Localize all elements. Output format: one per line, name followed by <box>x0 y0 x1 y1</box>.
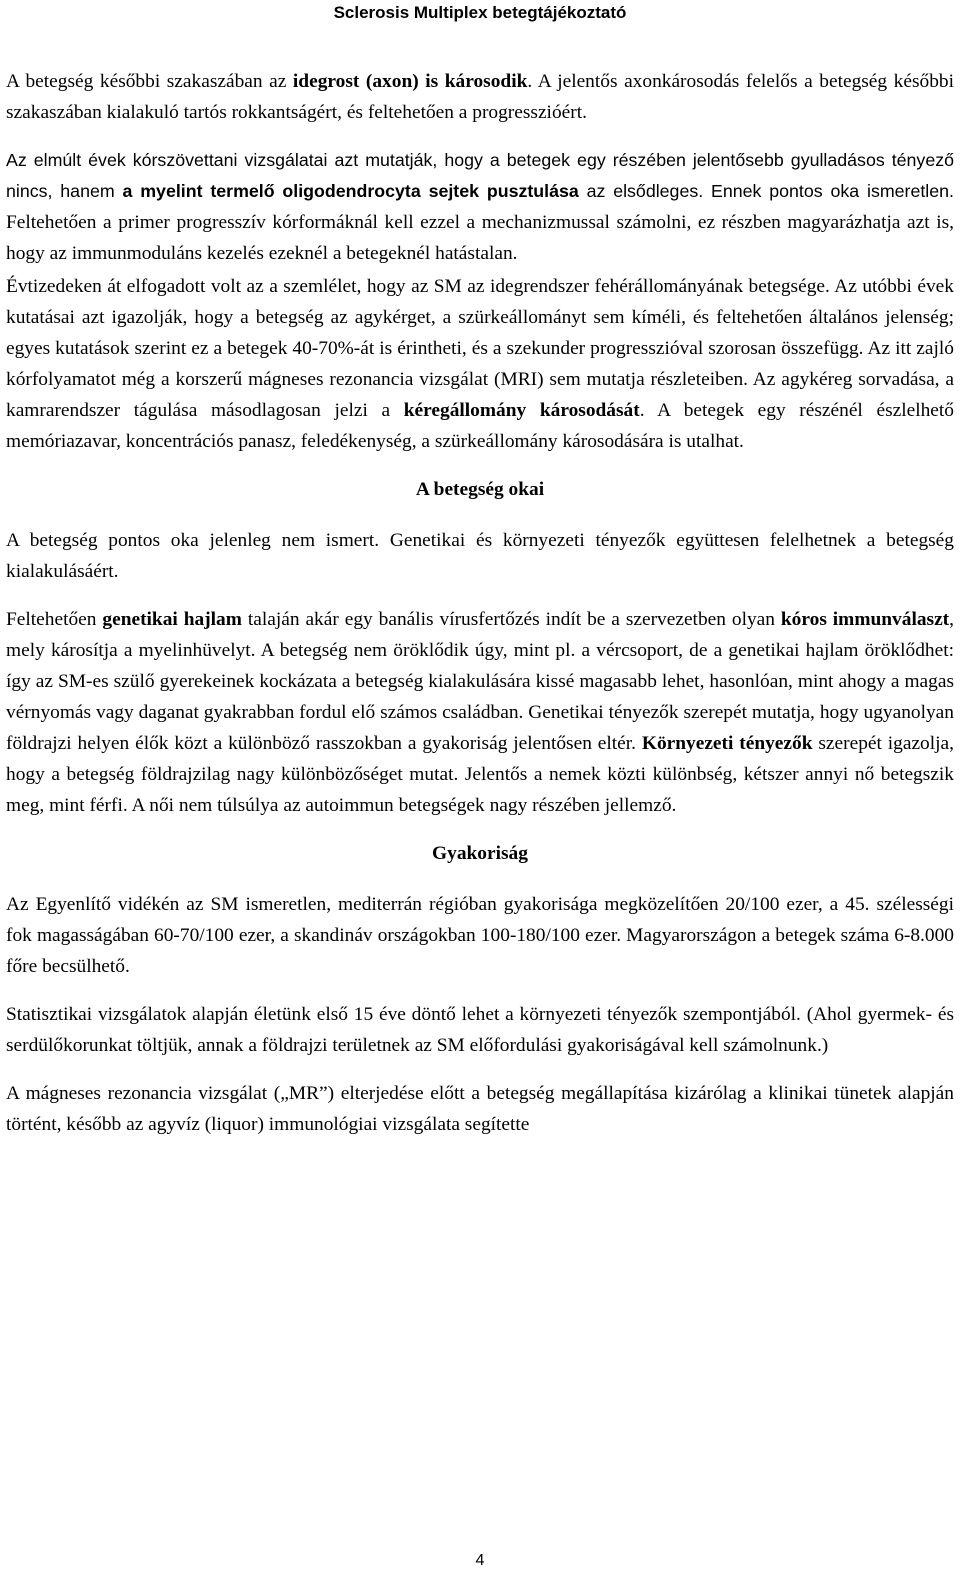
bold-term: kóros immunválaszt <box>780 609 950 630</box>
document-body <box>6 66 954 1157</box>
paragraph-mr-diagnosis: A mágneses rezonancia vizsgálat („MR”) elterjedése előtt a betegség megállapítása kizárólag a klinikai tünetek alapján történt, később az agyvíz (liquor) immunológiai vizsgálata segítette <box>6 1083 954 1135</box>
section-heading-causes: A betegség okai <box>415 479 545 500</box>
bold-term: genetikai hajlam <box>102 609 242 630</box>
bold-term: idegrost (axon) is károsodik <box>292 71 528 92</box>
page-number: 4 <box>475 1552 485 1569</box>
paragraph-histopathology: Az elmúlt évek kórszövettani vizsgálatai azt mutatják, hogy a betegek egy részében jelentősebb gyulladásos tényező nincs, hanem a myelint termelő oligodendrocyta sejtek pusztulása az elsődleges. Ennek pontos oka ismeretlen. Feltehetően a primer progresszív kórformáknál kell ezzel a mechanizmussal számolni, ez részben magyarázhatja azt is, hogy az immunmoduláns kezelés ezeknél a betegeknél hatástalan. <box>6 150 954 264</box>
bold-term: Környezeti tényezők <box>641 733 813 754</box>
page-header: Sclerosis Multiplex betegtájékoztató <box>333 3 627 22</box>
paragraph-axon-damage: A betegség későbbi szakaszában az idegrost (axon) is károsodik. A jelentős axonkárosodás felelős a betegség későbbi szakaszában kialakuló tartós rokkantságért, és feltehetően a progresszióért. <box>6 71 954 123</box>
bold-term: a myelint termelő oligodendrocyta sejtek pusztulása <box>122 181 579 201</box>
paragraph-statistics: Statisztikai vizsgálatok alapján életünk első 15 éve döntő lehet a környezeti tényezők szempontjából. (Ahol gyermek- és serdülőkorunkat töltjük, annak a földrajzi területnek az SM előfordulási gyakoriságával kell számolnunk.) <box>6 1004 954 1056</box>
paragraph-frequency: Az Egyenlítő vidékén az SM ismeretlen, mediterrán régióban gyakorisága megközelítően 20/100 ezer, a 45. szélességi fok magasságában 60-70/100 ezer, a skandináv országokban 100-180/100 ezer. Magyarországon a betegek száma 6-8.000 főre becsülhető. <box>6 894 954 977</box>
paragraph-causes-intro: A betegség pontos oka jelenleg nem ismert. Genetikai és környezeti tényezők együttesen felelhetnek a betegség kialakulásáért. <box>6 530 954 582</box>
paragraph-grey-matter: Évtizedeken át elfogadott volt az a szemlélet, hogy az SM az idegrendszer fehérállományának betegsége. Az utóbbi évek kutatásai azt igazolják, hogy a betegség az agykérget, a szürkeállományt sem kíméli, és feltehetően általános jelenség; egyes kutatások szerint ez a betegek 40-70%-át is érintheti, és a szekunder progresszióval szorosan összefügg. Az itt zajló kórfolyamatot még a korszerű mágneses rezonancia vizsgálat (MRI) sem mutatja részleteiben. Az agykéreg sorvadása, a kamrarendszer tágulása másodlagosan jelzi a kéregállomány károsodását. A betegek egy részénél észlelhető memóriazavar, koncentrációs panasz, feledékenység, a szürkeállomány károsodására is utalhat. <box>6 276 954 452</box>
section-heading-frequency: Gyakoriság <box>432 843 528 864</box>
bold-term: kéregállomány károsodását <box>403 400 640 421</box>
paragraph-genetic-environmental: Feltehetően genetikai hajlam talaján akár egy banális vírusfertőzés indít be a szervezetben olyan kóros immunválaszt, mely károsítja a myelinhüvelyt. A betegség nem öröklődik úgy, mint pl. a vércsoport, de a genetikai hajlam öröklődhet: így az SM-es szülő gyerekeinek kockázata a betegség kialakulására kissé magasabb lehet, hasonlóan, mint ahogy a magas vérnyomás vagy daganat gyakrabban fordul elő számos családban. Genetikai tényezők szerepét mutatja, hogy ugyanolyan földrajzi helyen élők közt a különböző rasszokban a gyakoriság jelentősen eltér. Környezeti tényezők szerepét igazolja, hogy a betegség földrajzilag nagy különbözőséget mutat. Jelentős a nemek közti különbség, kétszer annyi nő betegszik meg, mint férfi. A női nem túlsúlya az autoimmun betegségek nagy részében jellemző. <box>6 609 954 816</box>
